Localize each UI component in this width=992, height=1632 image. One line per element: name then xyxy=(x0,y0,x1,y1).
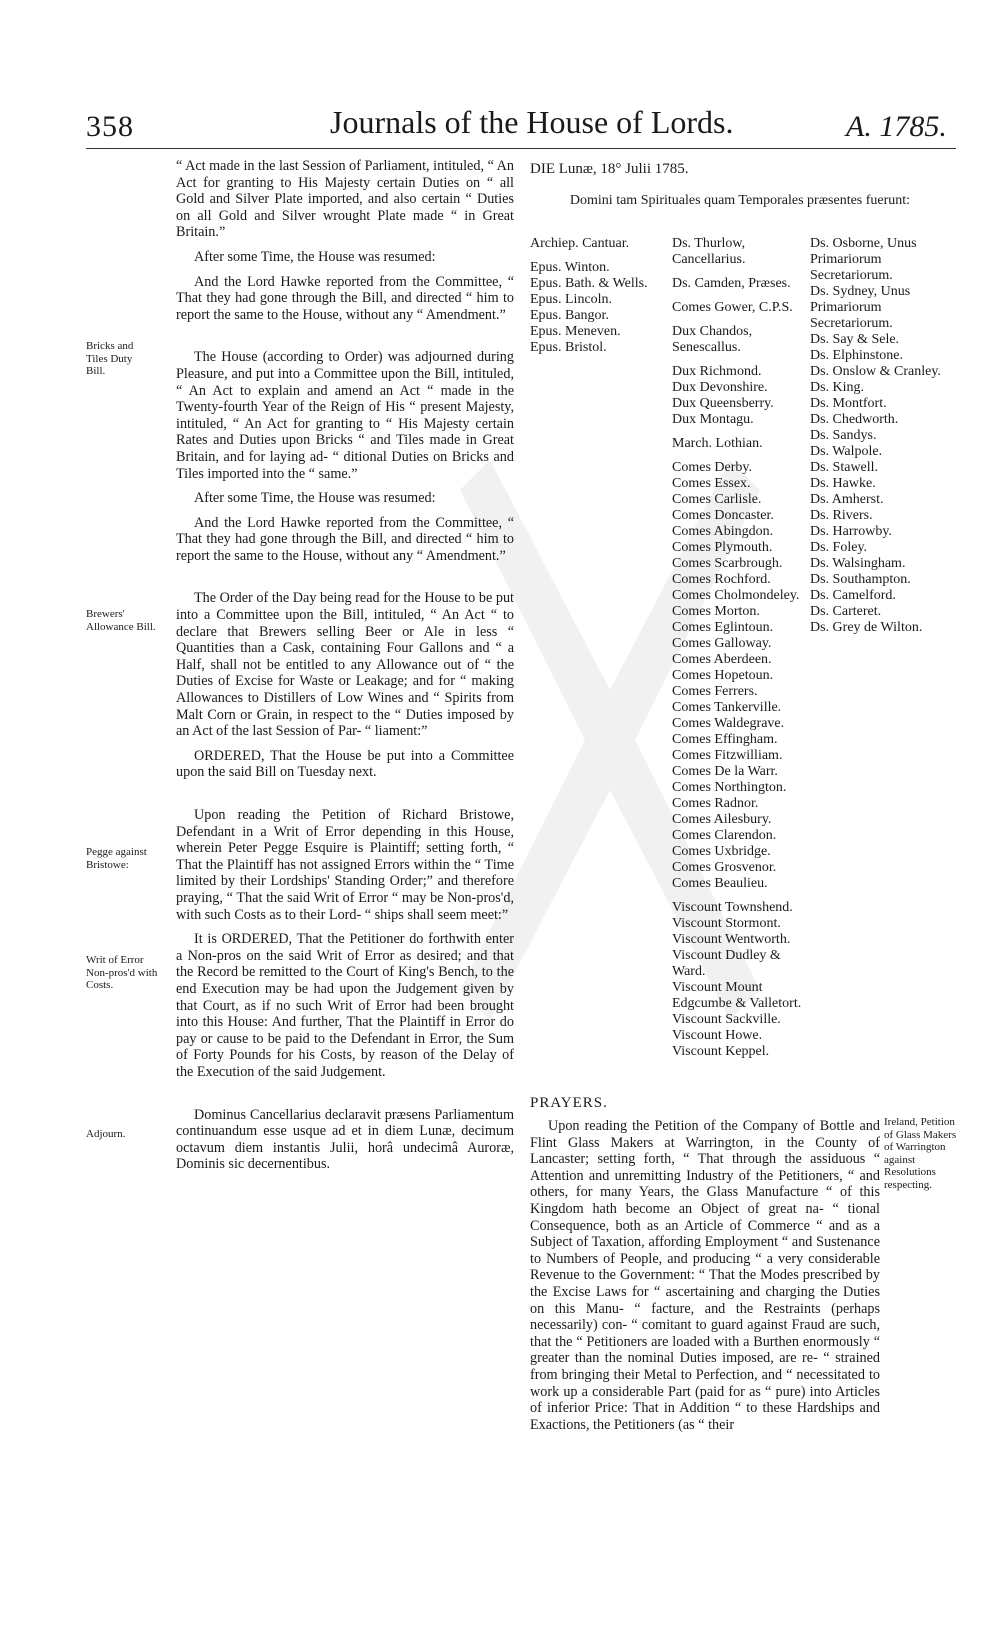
paragraph: After some Time, the House was resumed: xyxy=(194,248,436,265)
lord-entry: Ds. Stawell. xyxy=(810,460,879,475)
paragraph: And the Lord Hawke reported from the Committee, “ That they had gone through the Bill, and directed “ him to report the same to the House, without any “ Amendment.” xyxy=(176,514,514,564)
lord-entry: Ds. Sandys. xyxy=(810,428,877,443)
lord-entry: Archiep. Cantuar. xyxy=(530,236,630,251)
lord-entry: Comes Hopetoun. xyxy=(672,668,774,683)
lord-entry: Comes Radnor. xyxy=(672,796,759,811)
margin-note-bricks: Bricks and Tiles Duty Bill. xyxy=(86,340,134,377)
lord-entry: Ds. Walpole. xyxy=(810,444,883,459)
lord-entry: Comes Rochford. xyxy=(672,572,771,587)
lord-entry: Ds. King. xyxy=(810,380,865,395)
lord-entry: Ds. Elphinstone. xyxy=(810,348,903,363)
lord-entry: Comes Ailesbury. xyxy=(672,812,772,827)
lord-entry: Ds. Camden, Præses. xyxy=(672,276,791,291)
lord-entry: Comes Eglintoun. xyxy=(672,620,774,635)
lord-entry: Comes Effingham. xyxy=(672,732,778,747)
lord-entry: Comes Aberdeen. xyxy=(672,652,772,667)
page-title: Journals of the House of Lords. xyxy=(330,104,734,140)
lords-column-2 xyxy=(672,236,802,1060)
lord-entry: Viscount Sackville. xyxy=(672,1012,781,1027)
lord-entry: Comes Galloway. xyxy=(672,636,772,651)
lord-entry: Viscount Dudley & Ward. xyxy=(672,948,781,979)
lord-entry: Ds. Amherst. xyxy=(810,492,884,507)
paragraph: And the Lord Hawke reported from the Committee, “ That they had gone through the Bill, and directed “ him to report the same to the House, without any “ Amendment.” xyxy=(176,273,514,323)
petition-paragraph: Upon reading the Petition of the Company of Bottle and Flint Glass Makers at Warrington, in the County of Lancaster; setting forth, “ That through the assiduous “ Attention and unremitting Industry of the Petitioners, “ and others, for many Years, the Glass Manufacture “ of this Kingdom hath become an Object of great na- “ tional Consequence, both as an Article of Commerce “ and as a Subject of Taxation, affording Employment “ and Sustenance to Numbers of People, and producing “ a very considerable Revenue to the Government: “ That the Modes prescribed by the Excise Laws for “ ascertaining and charging the Duties on this Manu- “ facture, and the Restraints (perhaps necessarily) con- “ comitant to guard against Fraud are such, that the “ Petitioners are loaded with a Burthen enormously “ greater than the nominal Duties imposed, are re- “ strained from bringing their Metal to Perfection, and “ necessitated to work up a considerable Part (paid for as “ pure) into Articles of inferior Price: That in Addition “ to these Hardships and Exactions, the Petitioners (as “ their xyxy=(530,1118,880,1433)
lord-entry: Ds. Camelford. xyxy=(810,588,896,603)
margin-note-brewers: Brewers' Allowance Bill. xyxy=(86,608,156,633)
lord-entry: Comes Abingdon. xyxy=(672,524,774,539)
lord-entry: Comes Cholmondeley. xyxy=(672,588,800,603)
lord-entry: Comes Uxbridge. xyxy=(672,844,771,859)
lord-entry: Viscount Keppel. xyxy=(672,1044,770,1059)
lord-entry: Comes Clarendon. xyxy=(672,828,777,843)
lord-entry: Comes Essex. xyxy=(672,476,751,491)
lord-entry: Comes Northington. xyxy=(672,780,787,795)
lord-entry: Ds. Walsingham. xyxy=(810,556,906,571)
lord-entry: Ds. Hawke. xyxy=(810,476,876,491)
lord-entry: Comes De la Warr. xyxy=(672,764,778,779)
lord-entry: Ds. Grey de Wilton. xyxy=(810,620,923,635)
lord-entry: Epus. Bangor. xyxy=(530,308,609,323)
lords-column-1 xyxy=(530,236,670,356)
lord-entry: Dux Chandos, Senescallus. xyxy=(672,324,753,355)
lord-entry: Ds. Montfort. xyxy=(810,396,887,411)
header-rule xyxy=(86,148,956,149)
lord-entry: Comes Derby. xyxy=(672,460,752,475)
lord-entry: Comes Scarbrough. xyxy=(672,556,783,571)
lord-entry: Dux Richmond. xyxy=(672,364,762,379)
lord-entry: Ds. Southampton. xyxy=(810,572,911,587)
page-year: A. 1785. xyxy=(846,110,947,143)
lord-entry: Dux Devonshire. xyxy=(672,380,768,395)
paragraph: It is ORDERED, That the Petitioner do forthwith enter a Non-pros on the said Writ of Error as desired; and that the Record be remitted to the Court of King's Bench, to the end Execution may be had upon the Judgement given by that Court, as if no such Writ of Error had been brought into this House: And further, That the Plaintiff in Error do pay or cause to be paid to the Defendant in Error, the Sum of Forty Pounds for his Costs, by reason of the Delay of the Execution of the said Judgement. xyxy=(176,931,514,1080)
lord-entry: Comes Gower, C.P.S. xyxy=(672,300,793,315)
lord-entry: Viscount Howe. xyxy=(672,1028,763,1043)
page-number: 358 xyxy=(86,110,134,143)
margin-note-pegge: Pegge against Bristowe: xyxy=(86,846,147,871)
lord-entry: Epus. Meneven. xyxy=(530,324,621,339)
margin-note-ireland: Ireland, Petition of Glass Makers of Warrington against Resolutions respecting. xyxy=(884,1116,957,1191)
paragraph: The Order of the Day being read for the House to be put into a Committee upon the Bill, intituled, “ An Act “ to declare that Brewers selling Beer or Ale in less “ Quantities than a Cask, containing Four Gallons and “ a Half, shall not be entitled to any Allowance out of “ the Duties of Excise for Waste or Leakage; and for “ making Allowances to Distillers of Low Wines and “ Spirits from Malt Corn or Grain, in respect to the “ Duties imposed by an Act of the last Session of Par- “ liament:” xyxy=(176,590,514,740)
lord-entry: Comes Morton. xyxy=(672,604,760,619)
lord-entry: Ds. Foley. xyxy=(810,540,868,555)
lord-entry: Viscount Mount Edgcumbe & Valletort. xyxy=(672,980,802,1011)
lord-entry: Dux Queensberry. xyxy=(672,396,774,411)
lord-entry: Ds. Carteret. xyxy=(810,604,882,619)
paragraph: Dominus Cancellarius declaravit præsens Parliamentum continuandum esse usque ad et in diem Lunæ, decimum octavum diem instantis Julii, horâ undecimâ Auroræ, Dominis sic decernentibus. xyxy=(176,1106,514,1173)
paragraph: The House (according to Order) was adjourned during Pleasure, and put into a Committee upon the Bill, intituled, “ An Act to explain and amend an Act “ made in the Twenty-fourth Year of the Reign of His “ present Majesty, intituled, “ An Act for granting to “ His Majesty certain Rates and Duties upon Bricks “ and Tiles made in Great Britain, and for laying ad- “ ditional Duties on Bricks and Tiles imported into the “ same.” xyxy=(176,349,514,482)
lord-entry: Epus. Winton. xyxy=(530,260,610,275)
session-attendance: Domini tam Spirituales quam Temporales præsentes fuerunt: xyxy=(569,193,911,208)
lord-entry: Comes Doncaster. xyxy=(672,508,774,523)
paragraph: After some Time, the House was resumed: xyxy=(194,490,436,507)
lord-entry: Ds. Thurlow, Cancellarius. xyxy=(672,236,746,267)
lord-entry: Epus. Bristol. xyxy=(530,340,607,355)
lord-entry: Ds. Rivers. xyxy=(810,508,873,523)
lord-entry: Ds. Chedworth. xyxy=(810,412,899,427)
lord-entry: Comes Ferrers. xyxy=(672,684,758,699)
lord-entry: Comes Grosvenor. xyxy=(672,860,777,875)
session-date: DIE Lunæ, 18° Julii 1785. xyxy=(530,161,689,177)
prayers-heading: PRAYERS. xyxy=(530,1095,608,1111)
paragraph: ORDERED, That the House be put into a Committee upon the said Bill on Tuesday next. xyxy=(176,747,514,781)
lord-entry: Ds. Onslow & Cranley. xyxy=(810,364,941,379)
margin-note-adjourn: Adjourn. xyxy=(86,1128,126,1140)
lord-entry: Comes Waldegrave. xyxy=(672,716,785,731)
lord-entry: Viscount Stormont. xyxy=(672,916,781,931)
lord-entry: Dux Montagu. xyxy=(672,412,754,427)
main-column xyxy=(176,158,514,1181)
lord-entry: Ds. Osborne, Unus Primariorum Secretariorum. xyxy=(810,236,917,283)
paragraph: Upon reading the Petition of Richard Bristowe, Defendant in a Writ of Error depending in this House, wherein Peter Pegge Esquire is Plaintiff; setting forth, “ That the Plaintiff has not assigned Errors within the “ Time limited by their Lordships' Standing Order;” and therefore praying, “ That the said Writ of Error “ may be Non-pros'd, with such Costs as to their Lord- “ ships shall seem meet:” xyxy=(176,807,514,923)
lord-entry: Comes Tankerville. xyxy=(672,700,782,715)
margin-note-writ: Writ of Error Non-pros'd with Costs. xyxy=(86,954,158,991)
lord-entry: Epus. Bath. & Wells. xyxy=(530,276,648,291)
lord-entry: Ds. Harrowby. xyxy=(810,524,892,539)
lord-entry: March. Lothian. xyxy=(672,436,763,451)
lord-entry: Comes Plymouth. xyxy=(672,540,773,555)
lord-entry: Viscount Townshend. xyxy=(672,900,793,915)
lord-entry: Viscount Wentworth. xyxy=(672,932,791,947)
lord-entry: Ds. Say & Sele. xyxy=(810,332,900,347)
lord-entry: Comes Carlisle. xyxy=(672,492,762,507)
lord-entry: Epus. Lincoln. xyxy=(530,292,613,307)
lord-entry: Comes Beaulieu. xyxy=(672,876,768,891)
lords-column-3 xyxy=(810,236,960,636)
paragraph: “ Act made in the last Session of Parliament, intituled, “ An Act for granting to His Majesty certain Duties on “ all Gold and Silver Plate imported, and also certain “ Duties on all Gold and Silver wrought Plate made “ in Great Britain.” xyxy=(176,158,514,241)
lord-entry: Comes Fitzwilliam. xyxy=(672,748,783,763)
lord-entry: Ds. Sydney, Unus Primariorum Secretariorum. xyxy=(810,284,911,331)
